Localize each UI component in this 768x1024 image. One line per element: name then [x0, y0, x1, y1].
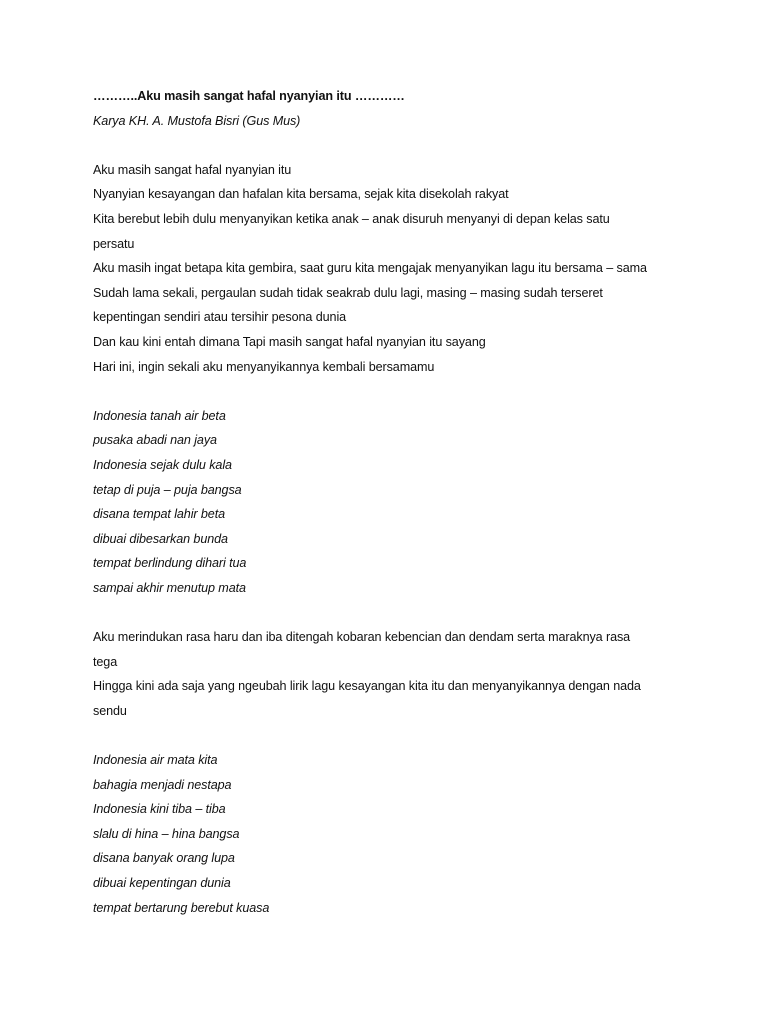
- lyric-line: disana banyak orang lupa: [93, 851, 235, 866]
- lyric-line: slalu di hina – hina bangsa: [93, 826, 240, 841]
- poem-line: Sudah lama sekali, pergaulan sudah tidak seakrab dulu lagi, masing – masing sudah terseret: [93, 285, 603, 300]
- lyric-line: dibuai dibesarkan bunda: [93, 531, 228, 546]
- poem-line: Dan kau kini entah dimana Tapi masih sangat hafal nyanyian itu sayang: [93, 334, 486, 349]
- poem-line: Hingga kini ada saja yang ngeubah lirik lagu kesayangan kita itu dan menyanyikannya dengan nada: [93, 679, 641, 694]
- lyrics-2: [93, 748, 693, 920]
- poem-line: Aku masih sangat hafal nyanyian itu: [93, 162, 292, 177]
- lyric-line: Indonesia air mata kita: [93, 753, 218, 768]
- lyric-line: tempat berlindung dihari tua: [93, 556, 247, 571]
- blank-line: [93, 723, 693, 748]
- lyrics-1: [93, 404, 693, 601]
- lyric-line: dibuai kepentingan dunia: [93, 876, 231, 890]
- blank-line: [93, 133, 693, 158]
- poem-line: Aku merindukan rasa haru dan iba ditengah kobaran kebencian dan dendam serta maraknya rasa: [93, 630, 631, 645]
- lyric-line: tempat bertarung berebut kuasa: [93, 900, 270, 915]
- poem-line: sendu: [93, 703, 127, 718]
- poem-line: Hari ini, ingin sekali aku menyanyikannya kembali bersamamu: [93, 359, 435, 374]
- poem-title: ………..Aku masih sangat hafal nyanyian itu …………: [93, 89, 405, 103]
- poem-line: kepentingan sendiri atau tersihir pesona dunia: [93, 310, 347, 325]
- stanza-2: [93, 625, 693, 723]
- lyric-line: disana tempat lahir beta: [93, 507, 226, 522]
- document-page: [93, 84, 693, 920]
- lyric-line: tetap di puja – puja bangsa: [93, 482, 242, 497]
- blank-line: [93, 379, 693, 404]
- poem-line: Nyanyian kesayangan dan hafalan kita bersama, sejak kita disekolah rakyat: [93, 187, 509, 202]
- poem-line: tega: [93, 654, 118, 669]
- lyric-line: Indonesia sejak dulu kala: [93, 457, 232, 472]
- lyric-line: pusaka abadi nan jaya: [93, 433, 217, 448]
- poem-author: Karya KH. A. Mustofa Bisri (Gus Mus): [93, 113, 301, 128]
- blank-line: [93, 600, 693, 625]
- stanza-1: [93, 158, 693, 379]
- lyric-line: sampai akhir menutup mata: [93, 580, 246, 595]
- poem-line: persatu: [93, 236, 135, 251]
- lyric-line: bahagia menjadi nestapa: [93, 777, 232, 792]
- lyric-line: Indonesia tanah air beta: [93, 408, 226, 423]
- lyric-line: Indonesia kini tiba – tiba: [93, 802, 226, 817]
- poem-line: Kita berebut lebih dulu menyanyikan ketika anak – anak disuruh menyanyi di depan kelas satu: [93, 211, 610, 226]
- poem-line: Aku masih ingat betapa kita gembira, saat guru kita mengajak menyanyikan lagu itu bersama – sama: [93, 261, 647, 276]
